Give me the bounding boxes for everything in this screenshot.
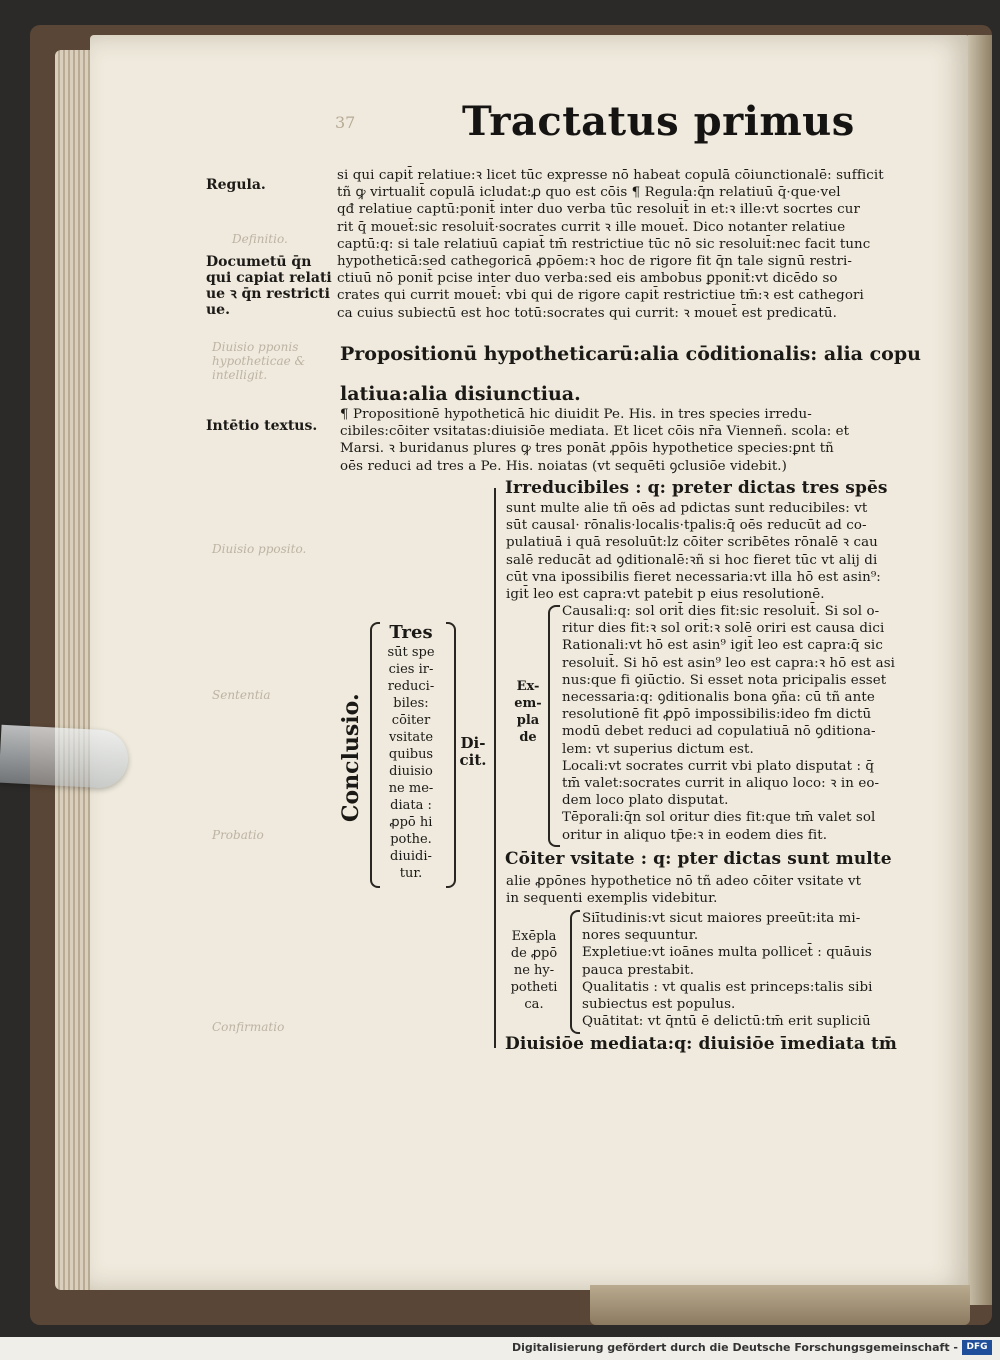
dicit-label: Di- cit. [459,734,487,769]
folio-number: 37 [335,113,356,132]
page-stack [55,50,95,1290]
paragraph-intentio: ¶ Propositionē hypotheticā hic diuidit Pe. His. in tres species irredu- cibiles:cōiter vsitatas:diuisiōe mediata. Et licet cōis nr̄a Vienneñ. scola: et Marsi. ꝛ buridanus plures ꝙ tres ponāt ꝓpōis hypothetice species:ꝑnt tñ oēs reduci ad tres a Pe. His. noiatas (vt sequēti ꝯclusiōe videbit.) [340,407,850,474]
irreducibiles-heading: Irreducibiles : q: preter dictas tres spēs [505,478,888,498]
footer-credit: Digitalisierung gefördert durch die Deutsche Forschungsgemeinschaft - [511,1341,958,1354]
ghost-note: Probatio [212,828,264,842]
tres-right-brace [446,622,456,888]
exempla2-text: Siītudinis:vt sicut maiores preeūt:ita mi- nores sequuntur. Expletiue:vt ioānes multa pollicet̄ : quāuis pauca prestabit. Qualitatis : vt qualis est princeps:talis sibi subiectus est populus. Quātitat: vt q̄ntū ē delictū:tm̄ erit supliciū [582,911,873,1030]
ghost-note: Definitio. [232,232,288,246]
last-line: Diuisiōe mediata:q: diuisiōe īmediata tm̄ [505,1034,898,1054]
ghost-note: Confirmatio [212,1020,285,1034]
page-title: Tractatus primus [462,98,855,145]
margin-note-documentum: Documetū q̄n qui capiat relati ue ꝛ q̄n restricti ue. [206,254,332,318]
coiter-heading: Cōiter vsitate : q: pter dictas sunt multe [505,849,892,869]
irreducibiles-text: sunt multe alie tñ oēs ad pdictas sunt reducibiles: vt sūt causal· rōnalis·localis·tpalis:q̄ oēs reducūt ad co- pulatiuā i quā resoluūt:lz cōiter scribētes rōnalē ꝛ cau salē reducāt ad ꝯditionalē:ꝛñ si hoc fieret tūc vt alij di cūt vna ipossibilis fieret necessaria:vt illa hō est asin⁹: igit̄ leo est capra:vt patebit p eius resolutionē. [506,501,881,603]
margin-note-intentio: Intētio textus. [206,418,318,434]
bookmark-strip [0,725,129,790]
facing-page-edge [968,35,992,1305]
exempla2-brace [570,910,580,1034]
exempla2-label: Exēpla de ꝓpō ne hy- potheti ca. [510,929,558,1012]
tres-column: Tres sūt spe cies ir- reduci- biles: cōiter vsitate quibus diuisio ne me- diata : ꝓpō hi pothe. diuidi- tur. [387,622,435,881]
ghost-note: Diuisio pposito. [212,542,307,556]
section-heading-line: Propositionū hypotheticarū:alia cōditionalis: alia copu [340,343,921,365]
exempla-brace [548,605,560,847]
section-heading-line: latiua:alia disiunctiua. [340,383,581,405]
margin-note-regula: Regula. [206,177,266,193]
paragraph-regula: si qui capit̄ relatiue:ꝛ licet tūc expresse nō habeat copulā cōiunctionalē: sufficit tñ ꝙ virtualit̄ copulā icludat:ꝓ quo est cōis ¶ Regula:q̄n relatiuū q̄·que·vel qđ relatiue captū:ponit̄ inter duo verba tūc resoluit̄ in et:ꝛ ille:vt socrtes cur rit q̄ mouet̄:sic resoluit̄·socrates currit ꝛ ille mouet̄. Dico notanter relatiue captū:q: si tale relatiuū capiat̄ tm̄ restrictiue tūc nō sic resoluit̄:nec facit tunc hypotheticā:sed cathegoricā ꝓpōem:ꝛ hoc de rigore fit q̄n tale signū restri- ctiuū nō ponit̄ pcise inter duo verba:sed eis ambobus ꝑponit̄:vt dicēdo so crates qui currit mouet̄: vbi qui de rigore capit̄ restrictiue tm̄:ꝛ est cathegori ca cuius subiectū est hoc totū:socrates qui currit: ꝛ mouet̄ est predicatū. [337,168,884,321]
ghost-note: Diuisio pponis hypotheticae & intelligit. [212,340,306,382]
exempla-text: Causali:q: sol orit̄ dies fit:sic resoluit̄. Si sol o- ritur dies fit:ꝛ sol orit̄:ꝛ solē oriri est causa dici Rationali:vt hō est asin⁹ igit̄ leo est capra:q̄ sic resoluit̄. Si hō est asin⁹ leo est capra:ꝛ hō est asi nus:que fi ꝯiūctio. Si esset nota pricipalis esset necessaria:q: ꝯditionalis bona ꝯña: cū tñ ante resolutionē fit ꝓpō impossibilis:ideo fm dictū modū debet reduci ad copulatiuā nō ꝯditiona- lem: vt superius dictum est. Locali:vt socrates currit vbi plato disputat : q̄ tm̄ valet:socrates currit in aliquo loco: ꝛ in eo- dem loco plato disputat. Tēporali:q̄n sol oritur dies fit:que tm̄ valet sol oritur in aliquo tp̄e:ꝛ in eodem dies fit. [562,604,896,843]
ghost-note: Sententia [212,688,271,702]
conclusio-label: Conclusio. [338,693,364,822]
book-bottom-edge [590,1285,970,1325]
exempla-label: Ex- em- pla de [514,679,542,745]
outer-brace [494,488,496,1048]
coiter-text: alie ꝓpōnes hypothetice nō tñ adeo cōiter vsitate vt in sequenti exemplis videbitur. [506,874,862,907]
dfg-logo[interactable]: DFG [962,1340,992,1355]
